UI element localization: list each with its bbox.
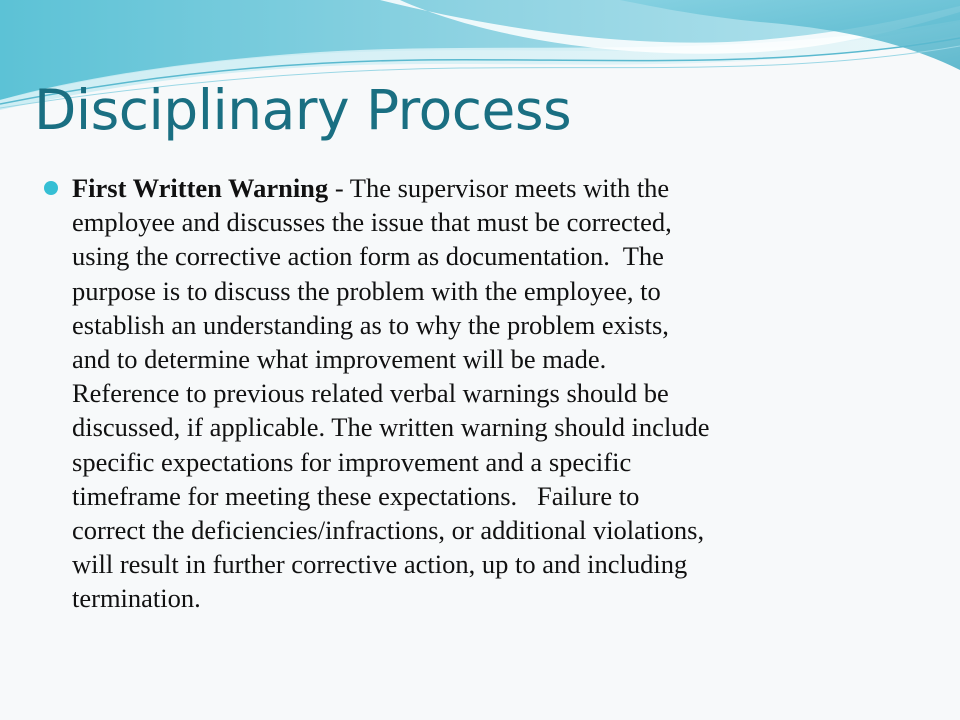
bullet-item bbox=[44, 171, 924, 616]
bullet-text-line: correct the deficiencies/infractions, or additional violations, bbox=[72, 515, 705, 546]
bullet-text-line: Reference to previous related verbal warnings should be bbox=[72, 378, 669, 409]
bullet-text-line: The supervisor meets with the bbox=[349, 173, 670, 203]
bullet-term: First Written Warning bbox=[72, 173, 329, 203]
bullet-text-line: will result in further corrective action, up to and including bbox=[72, 549, 688, 580]
bullet-text-line: timeframe for meeting these expectations. Failure to bbox=[72, 480, 640, 511]
bullet-text-line: specific expectations for improvement and a specific bbox=[72, 446, 632, 477]
bullet-dot-icon bbox=[44, 181, 58, 195]
bullet-separator: - bbox=[328, 173, 350, 203]
slide-title: Disciplinary Process bbox=[34, 78, 572, 142]
bullet-text-line: discussed, if applicable. The written warning should include bbox=[72, 412, 710, 443]
bullet-text-line: establish an understanding as to why the problem exists, bbox=[72, 309, 669, 340]
bullet-text-line: purpose is to discuss the problem with the employee, to bbox=[72, 275, 661, 306]
bullet-text-line: and to determine what improvement will be made. bbox=[72, 344, 607, 375]
bullet-text-line: employee and discusses the issue that must be corrected, bbox=[72, 207, 672, 238]
bullet-text-line: termination. bbox=[72, 583, 201, 614]
bullet-list bbox=[44, 171, 924, 616]
bullet-text-line: using the corrective action form as documentation. The bbox=[72, 241, 664, 272]
